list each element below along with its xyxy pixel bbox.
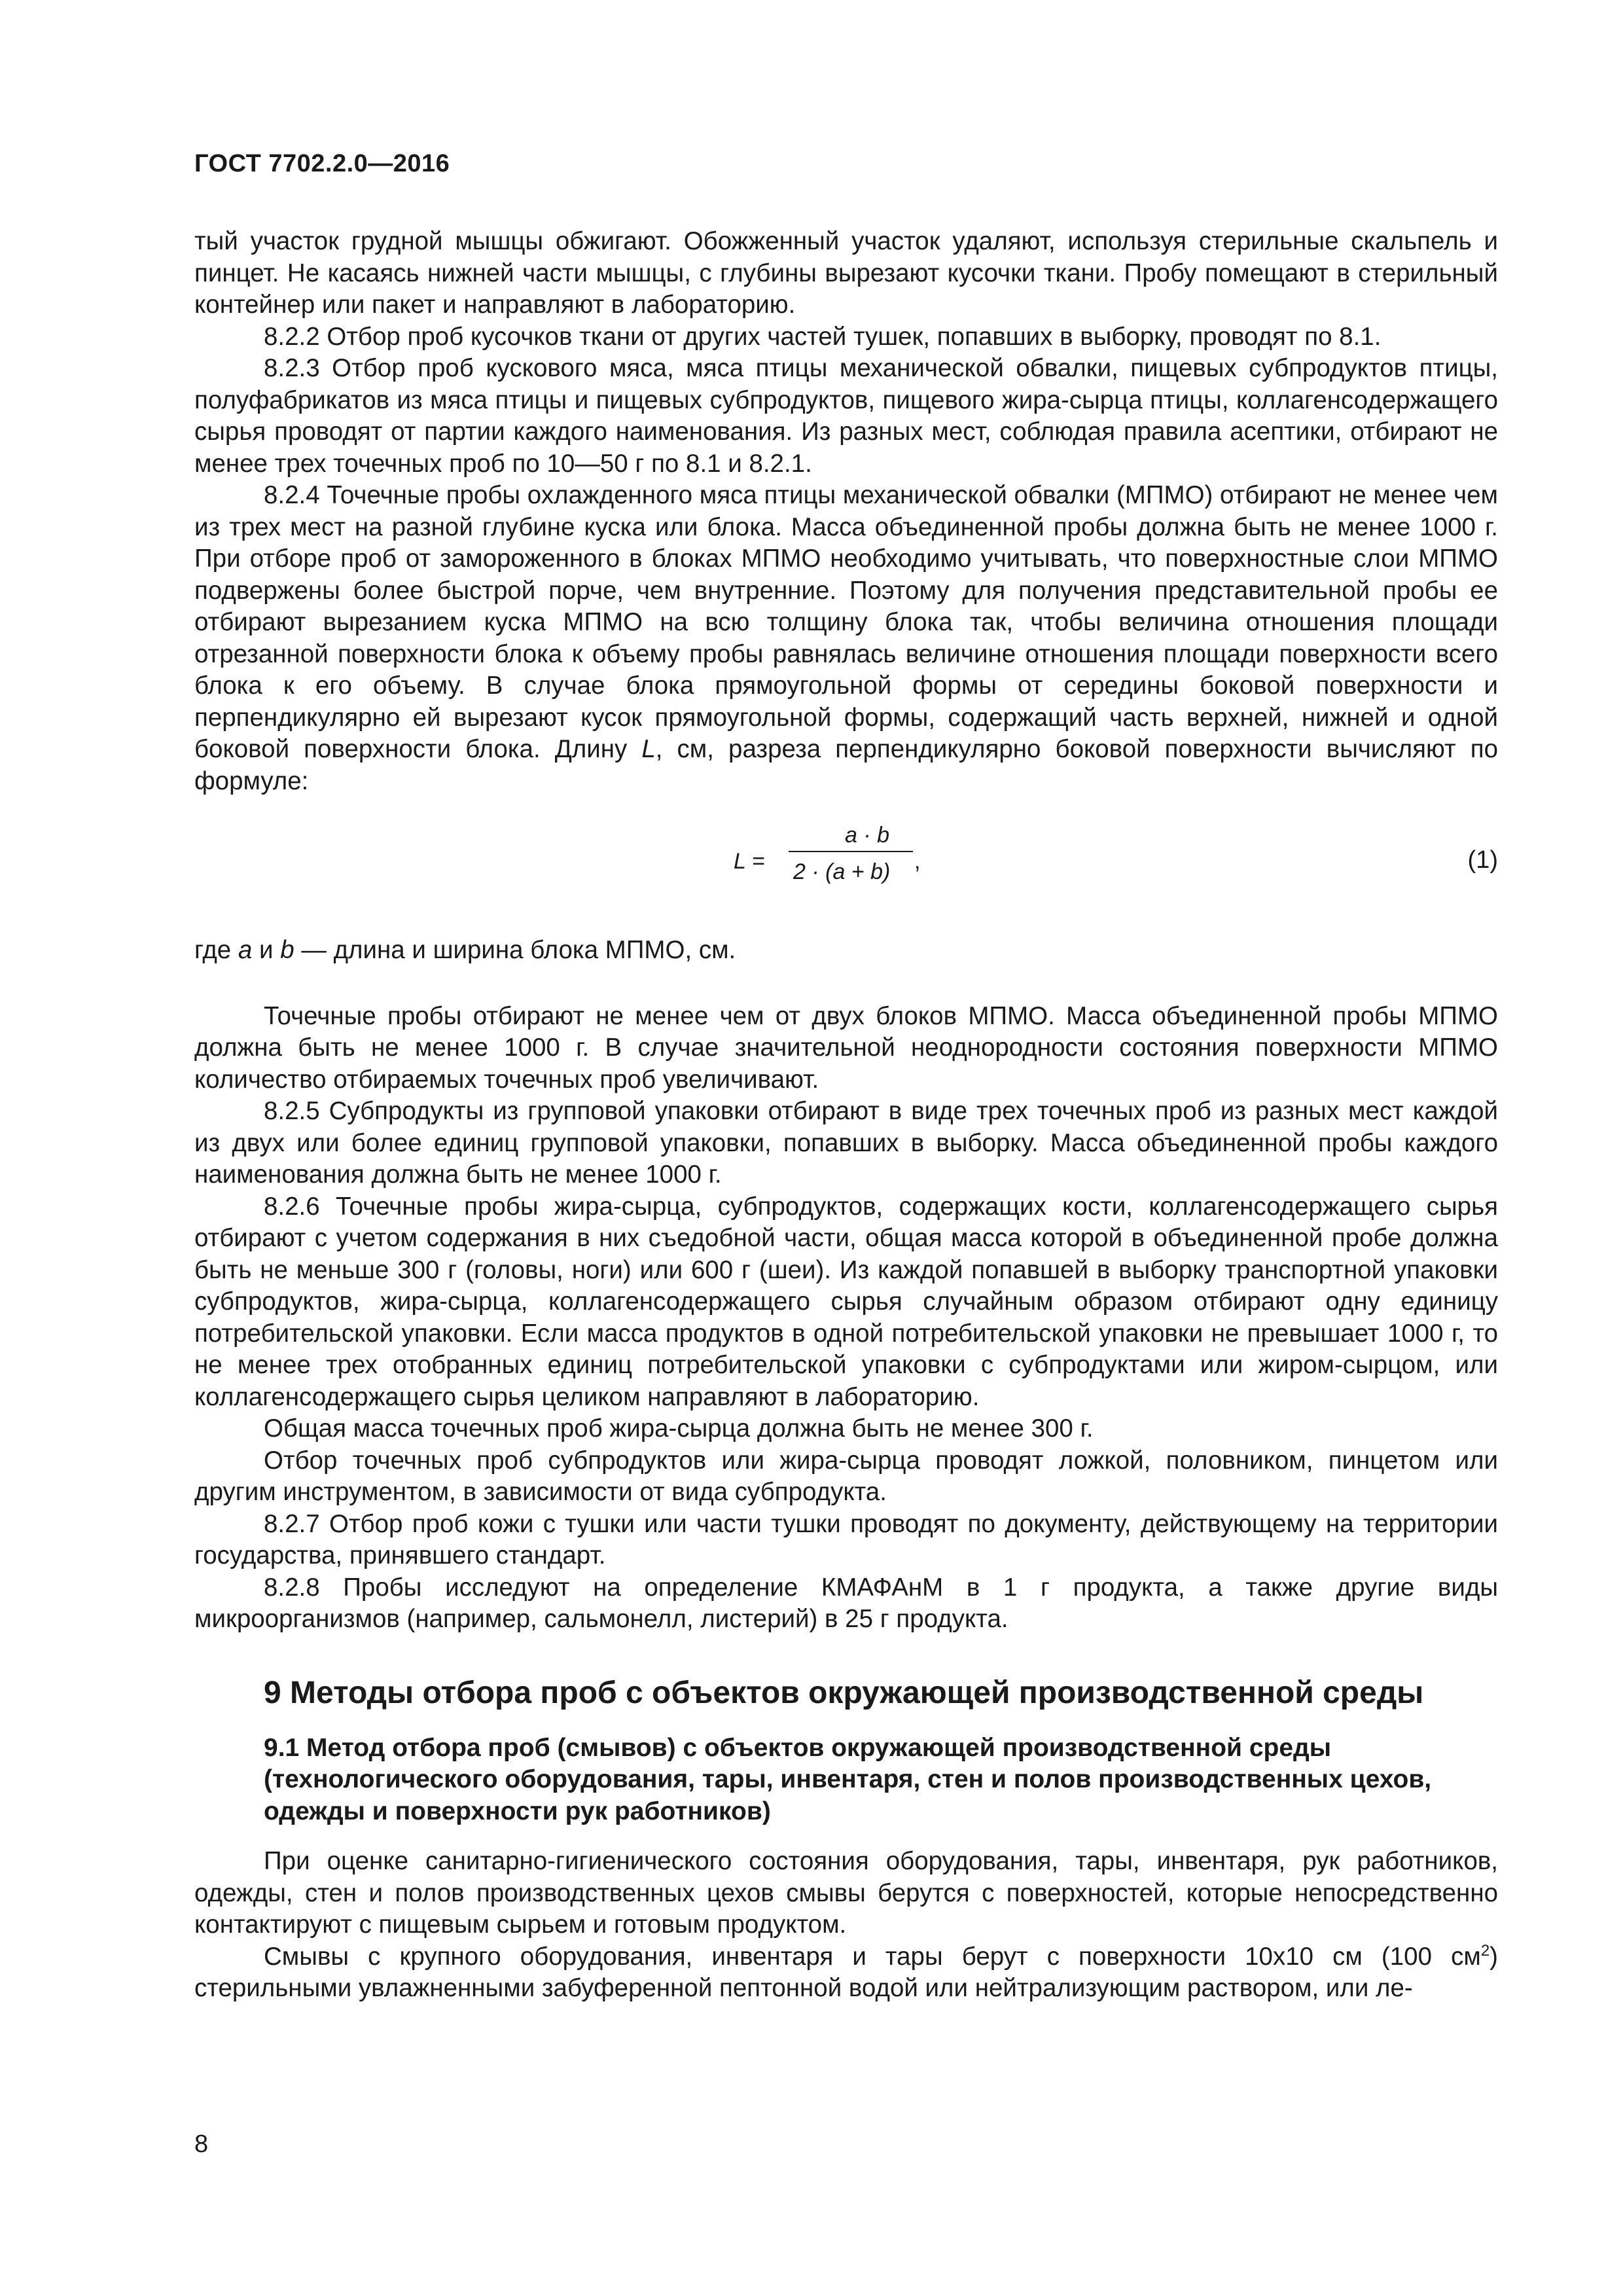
paragraph-8-2-2: 8.2.2 Отбор проб кусочков ткани от других частей тушек, попавших в выборку, проводят по 8.1. bbox=[264, 322, 1382, 351]
formula-1 bbox=[194, 819, 1498, 907]
swabs-text-tail: ) стерильными увлажненными забуференной пептонной водой или нейтрализующим раствором, или ле- bbox=[194, 1942, 1498, 2002]
paragraph-8-2-4-tail: , см, разреза перпендикулярно боковой поверхности вычисляют по формуле: bbox=[194, 735, 1498, 795]
formula-denominator: 2 · (a + b) bbox=[793, 859, 891, 884]
document-header: ГОСТ 7702.2.0—2016 bbox=[194, 150, 450, 177]
paragraph-8-2-5: 8.2.5 Субпродукты из групповой упаковки отбирают в виде трех точечных проб из разных мест каждой из двух или более единиц групповой упаковки, попавших в выборку. Масса объединенной пробы каждого наименования должна быть не менее 1000 г. bbox=[194, 1097, 1498, 1189]
paragraph-8-2-8: 8.2.8 Пробы исследуют на определение КМАФАнМ в 1 г продукта, а также другие виды микроорганизмов (например, сальмонелл, листерий) в 25 г продукта. bbox=[194, 1573, 1498, 1633]
variable-b: b bbox=[280, 936, 294, 964]
formula-numerator: a · b bbox=[845, 823, 890, 848]
paragraph-mpmo-blocks: Точечные пробы отбирают не менее чем от двух блоков МПМО. Масса объединенной пробы МПМО должна быть не менее 1000 г. В случае значительной неоднородности состояния поверхности МПМО количество отбираемых точечных проб увеличивают. bbox=[194, 1001, 1498, 1094]
where-and: и bbox=[259, 936, 274, 964]
formula-explanation bbox=[194, 935, 1498, 967]
paragraph-fat-mass: Общая масса точечных проб жира-сырца должна быть не менее 300 г. bbox=[264, 1414, 1094, 1443]
paragraph-8-2-4-text: 8.2.4 Точечные пробы охлажденного мяса птицы механической обвалки (МПМО) отбирают не менее чем из трех мест на разной глубине куска или блока. Масса объединенной пробы должна быть не менее 1000 г. При отборе проб от замороженного в блоках МПМО необходимо учитывать, что поверхностные слои МПМО подвержены более быстрой порче, чем внутренние. Поэтому для получения представительной пробы ее отбирают вырезанием куска МПМО на всю толщину блока так, чтобы величина отношения площади отрезанной поверхности блока к объему пробы равнялась величине отношения площади поверхности всего блока к его объему. В случае блока прямоугольной формы от середины боковой поверхности и перпендикулярно ей вырезают кусок прямоугольной формы, содержащий часть верхней, нижней и одной боковой поверхности блока. Длину bbox=[194, 481, 1498, 763]
formula-lhs: L = bbox=[734, 849, 765, 874]
document-body bbox=[194, 226, 1498, 2005]
paragraph-8-2-7: 8.2.7 Отбор проб кожи с тушки или части тушки проводят по документу, действующему на территории государства, принявшего стандарт. bbox=[194, 1509, 1498, 1570]
swabs-text: Смывы с крупного оборудования, инвентаря и тары берут с поверхности 10х10 см (100 см bbox=[264, 1942, 1481, 1971]
paragraph-8-2-3: 8.2.3 Отбор проб кускового мяса, мяса птицы механической обвалки, пищевых субпродуктов птицы, полуфабрикатов из мяса птицы и пищевых субпродуктов, пищевого жира-сырца птицы, коллагенсодержащего сырья проводят от партии каждого наименования. Из разных мест, соблюдая правила асептики, отбирают не менее трех точечных проб по 10—50 г по 8.1 и 8.2.1. bbox=[194, 354, 1498, 478]
page-number: 8 bbox=[194, 2130, 209, 2158]
subsection-9-1-title: 9.1 Метод отбора проб (смывов) с объектов окружающей производственной среды (технологического оборудования, тары, инвентаря, стен и полов производственных цехов, одежды и поверхности рук работников) bbox=[264, 1733, 1432, 1825]
equation-number: (1) bbox=[1467, 846, 1498, 874]
paragraph-9-1-swabs bbox=[194, 1941, 1498, 2005]
variable-a: a bbox=[238, 936, 253, 964]
paragraph-continuation: тый участок грудной мышцы обжигают. Обожженный участок удаляют, используя стерильные скальпель и пинцет. Не касаясь нижней части мышцы, с глубины вырезают кусочки ткани. Пробу помещают в стерильный контейнер или пакет и направляют в лабораторию. bbox=[194, 227, 1498, 319]
where-rest: — длина и ширина блока МПМО, см. bbox=[301, 936, 736, 964]
formula-comma: , bbox=[914, 849, 921, 874]
paragraph-8-2-4 bbox=[194, 480, 1498, 797]
section-9-title: 9 Методы отбора проб с объектов окружающей производственной среды bbox=[264, 1675, 1424, 1710]
fraction-bar bbox=[789, 851, 913, 852]
paragraph-9-1-intro: При оценке санитарно-гигиенического состояния оборудования, тары, инвентаря, рук работников, одежды, стен и полов производственных цехов смывы берутся с поверхностей, которые непосредственно контактируют с пищевым сырьем и готовым продуктом. bbox=[194, 1847, 1498, 1939]
paragraph-8-2-6: 8.2.6 Точечные пробы жира-сырца, субпродуктов, содержащих кости, коллагенсодержащего сырья отбирают с учетом содержания в них съедобной части, общая масса которой в объединенной пробе должна быть не меньше 300 г (головы, ноги) или 600 г (шеи). Из каждой попавшей в выборку транспортной упаковки субпродуктов, жира-сырца, коллагенсодержащего сырья случайным образом отбирают одну единицу потребительской упаковки. Если масса продуктов в одной потребительской упаковки не превышает 1000 г, то не менее трех отобранных единиц потребительской упаковки с субпродуктами или жиром-сырцом, или коллагенсодержащего сырья целиком направляют в лабораторию. bbox=[194, 1192, 1498, 1411]
document-page bbox=[194, 0, 1498, 2296]
paragraph-sampling-tools: Отбор точечных проб субпродуктов или жира-сырца проводят ложкой, половником, пинцетом или другим инструментом, в зависимости от вида субпродукта. bbox=[194, 1446, 1498, 1506]
where-prefix: где bbox=[194, 936, 232, 964]
superscript-2: 2 bbox=[1480, 1941, 1490, 1960]
variable-l: L bbox=[641, 735, 656, 763]
